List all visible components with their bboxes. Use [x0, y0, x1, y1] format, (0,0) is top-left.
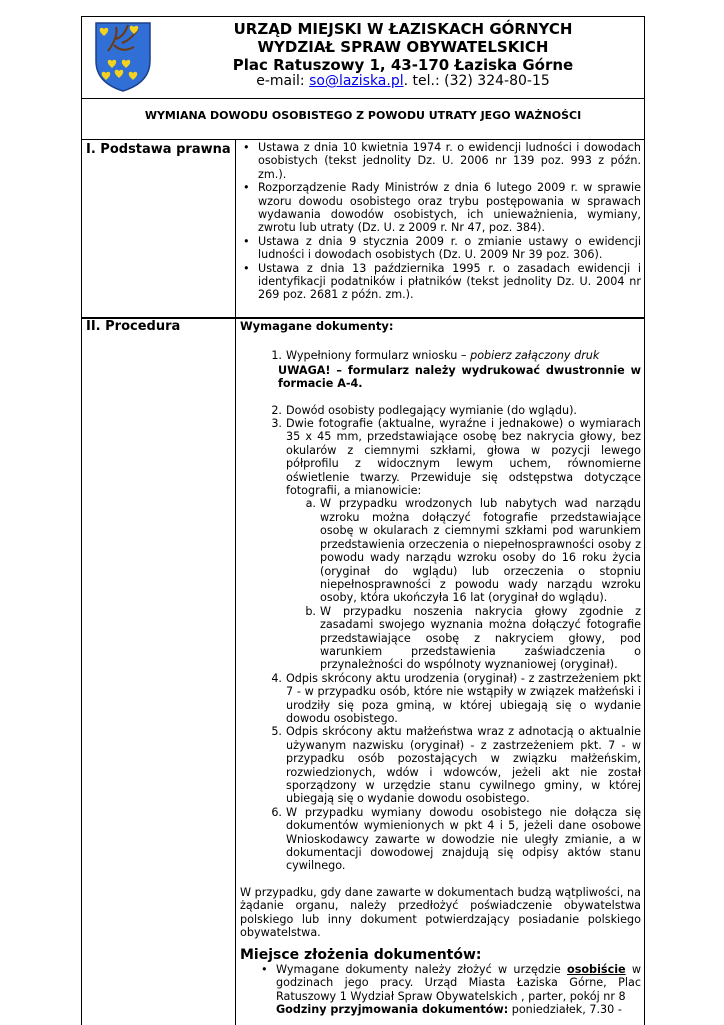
list-item: 2. Dowód osobisty podlegający wymianie (do wglądu).	[271, 403, 577, 417]
warning-note: UWAGA! – formularz należy wydrukować dwustronnie w formacie A-4.	[278, 363, 641, 391]
list-item: • Ustawa z dnia 9 stycznia 2009 r. o zmianie ustawy o ewidencji ludności i dowodach osobistych (Dz. U. 2009 Nr 39 poz. 306).	[240, 235, 641, 262]
office-name: URZĄD MIEJSKI W ŁAZISKACH GÓRNYCH	[233, 20, 573, 38]
list-item: 5. Odpis skrócony aktu małżeństwa wraz z adnotacją o aktualnie używanym nazwisku (oryginał) - z zastrzeżeniem pkt. 7 - w przypadku osób pozostających w związku małżeńskim, rozwiedzionych, wdów i wdowców, jeżeli akt nie został sporządzony w urzędzie stanu cywilnego gminy, w której ubiegają się o wydanie dowodu osobistego.	[271, 725, 641, 806]
email-label: e-mail:	[256, 73, 305, 89]
item-text: Dwie fotografie (aktualne, wyraźne i jednakowe) o wymiarach 35 x 45 mm, przedstawiające osobę bez nakrycia głowy, bez okularów z ciemnymi szkłami, głowa w pozycji lewego półprofilu z widocznym lewym uchem, równomierne oświetlenie twarzy. Przewiduje się odstępstwa dotyczące fotografii, a mianowicie:	[286, 417, 641, 498]
item-text: W przypadku noszenia nakrycia głowy zgodnie z zasadami swojego wyznania można dołączyć fotografie przedstawiające osobę z nakryciem głowy, pod warunkiem przedstawienia zaświadczenia o przynależności do wspólnoty wyznaniowej (oryginał).	[320, 604, 641, 672]
citizenship-note: W przypadku, gdy dane zawarte w dokumentach budzą wątpliwości, na żądanie organu, należy przedłożyć poświadczenie obywatelstwa polskiego lub inny dokument potwierdzający posiadanie polskiego obywatelstwa.	[240, 885, 641, 940]
item-text: Wymagane dokumenty należy złożyć w urzędzie	[276, 962, 568, 976]
item-text: Wypełniony formularz wniosku –	[286, 349, 471, 363]
phone-text: . tel.: (32) 324-80-15	[403, 73, 550, 89]
procedure-content	[240, 320, 641, 1017]
column-divider	[235, 139, 236, 317]
list-item: • Ustawa z dnia 13 października 1995 r. o zasadach ewidencji i identyfikacji podatników i płatników (tekst jednolity Dz. U. 2004 nr 269 poz. 2681 z późn. zm.).	[240, 262, 641, 302]
hours-label: Godziny przyjmowania dokumentów:	[276, 1003, 509, 1017]
document-title: WYMIANA DOWODU OSOBISTEGO Z POWODU UTRATY JEGO WAŻNOŚCI	[144, 109, 582, 122]
section-label-legal-basis: I. Podstawa prawna	[86, 142, 231, 157]
office-address: Plac Ratuszowy 1, 43-170 Łaziska Górne	[232, 56, 574, 74]
divider	[82, 98, 644, 99]
list-item: 4. Odpis skrócony aktu urodzenia (oryginał) - z zastrzeżeniem pkt 7 - w przypadku osób, które nie wstąpiły w związek małżeński i urodziły się poza gminą, w której ubiegają się o wydanie dowodu osobistego.	[271, 671, 641, 725]
divider	[82, 139, 644, 140]
list-item	[258, 963, 641, 1017]
item-text: W przypadku wymiany dowodu osobistego nie dołącza się dokumentów wymienionych w pkt 4 i 5, jeżeli dane osobowe Wnioskodawcy zawarte w dowodzie nie uległy zmianie, a w dokumentacji dowodowej znajdują się odpisy aktów stanu cywilnego.	[286, 805, 641, 873]
list-item: a. W przypadku wrodzonych lub nabytych wad narządu wzroku można dołączyć fotografie przedstawiające osobę w okularach z ciemnymi szkłami pod warunkiem przedstawienia orzeczenia o niepełnosprawności osoby z powodu wady narządu wzroku osoby do 16 roku życia (oryginał do wglądu) lub orzeczenia o stopniu niepełnosprawności z powodu wady narządu wzroku osoby, która ukończyła 16 lat (oryginał do wglądu).	[305, 497, 641, 605]
document-page	[81, 16, 645, 1025]
list-item: 3. Dwie fotografie (aktualne, wyraźne i jednakowe) o wymiarach 35 x 45 mm, przedstawiające osobę bez nakrycia głowy, bez okularów z ciemnymi szkłami, głowa w pozycji lewego półprofilu z widocznym lewym uchem, równomierne oświetlenie twarzy. Przewiduje się odstępstwa dotyczące fotografii, a mianowicie:	[271, 417, 641, 498]
list-item: • Rozporządzenie Rady Ministrów z dnia 6 lutego 2009 r. w sprawie wzoru dowodu osobistego oraz trybu postępowania w sprawach wydawania dowodów osobistych, ich unieważnienia, wymiany, zwrotu lub utraty (Dz. U. z 2009 r. Nr 47, poz. 384).	[240, 181, 641, 235]
list-item: • Ustawa z dnia 10 kwietnia 1974 r. o ewidencji ludności i dowodach osobistych (tekst jednolity Dz. U. 2006 nr 139 poz. 993 z późn. zm.).	[240, 141, 641, 181]
hours-text: poniedziałek, 7.30 -	[508, 1003, 622, 1017]
column-divider	[235, 319, 236, 1025]
required-documents-heading: Wymagane dokumenty:	[240, 319, 394, 333]
item-text: W przypadku wrodzonych lub nabytych wad narządu wzroku można dołączyć fotografie przedstawiające osobę w okularach z ciemnymi szkłami pod warunkiem przedstawienia orzeczenia o niepełnosprawności osoby z powodu wady narządu wzroku osoby do 16 roku życia (oryginał do wglądu) lub orzeczenia o stopniu niepełnosprawności z powodu wady narządu wzroku osoby, która ukończyła 16 lat (oryginał do wglądu).	[320, 497, 641, 605]
item-text: Dowód osobisty podlegający wymianie (do wglądu).	[286, 403, 577, 417]
section-label-procedure: II. Procedura	[86, 319, 181, 334]
item-text: w godzinach jego pracy. Urząd Miasta Łaziska Górne, Plac Ratuszowy 1 Wydział Spraw Obywatelskich , parter, pokój nr 8	[276, 962, 641, 1003]
in-person-emphasis: osobiście	[567, 962, 626, 976]
item-text: Odpis skrócony aktu urodzenia (oryginał) - z zastrzeżeniem pkt 7 - w przypadku osób, które nie wstąpiły w związek małżeński i urodziły się poza gminą, w której ubiegają się o wydanie dowodu osobistego.	[286, 671, 641, 725]
email-link[interactable]: so@laziska.pl	[309, 73, 404, 89]
list-item: b. W przypadku noszenia nakrycia głowy zgodnie z zasadami swojego wyznania można dołączyć fotografie przedstawiające osobę z nakryciem głowy, pod warunkiem przedstawienia zaświadczenia o przynależności do wspólnoty wyznaniowej (oryginał).	[305, 604, 641, 672]
download-form-link[interactable]: pobierz załączony druk	[470, 349, 600, 363]
department-name: WYDZIAŁ SPRAW OBYWATELSKICH	[257, 38, 549, 56]
contact-line	[162, 72, 644, 90]
coat-of-arms-icon	[94, 21, 152, 93]
list-item: 6. W przypadku wymiany dowodu osobistego nie dołącza się dokumentów wymienionych w pkt 4 i 5, jeżeli dane osobowe Wnioskodawcy zawarte w dowodzie nie uległy zmianie, a w dokumentacji dowodowej znajdują się odpisy aktów stanu cywilnego.	[271, 805, 641, 873]
list-item: 1. Wypełniony formularz wniosku – pobierz załączony druk	[271, 349, 600, 363]
submission-place-heading: Miejsce złożenia dokumentów:	[240, 947, 482, 964]
item-text: Odpis skrócony aktu małżeństwa wraz z adnotacją o aktualnie używanym nazwisku (oryginał) - z zastrzeżeniem pkt. 7 - w przypadku osób pozostających w związku małżeńskim, rozwiedzionych, wdów i wdowców, jeżeli akt nie został sporządzony w urzędzie stanu cywilnego gminy, w której ubiegają się o wydanie dowodu osobistego.	[286, 725, 641, 806]
legal-basis-list	[240, 141, 641, 302]
